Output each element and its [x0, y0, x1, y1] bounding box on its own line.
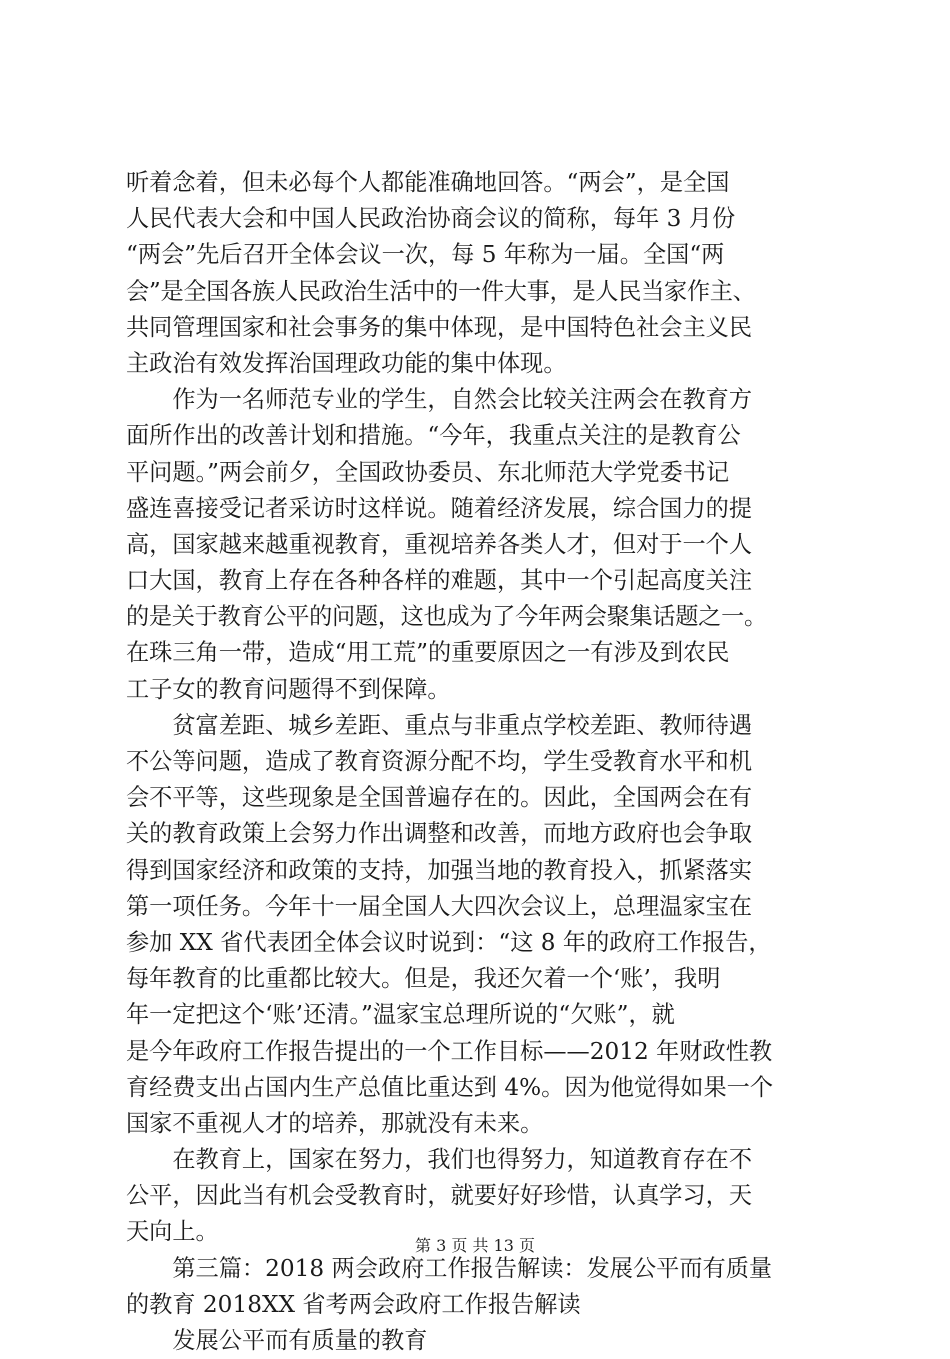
text-line: 作为一名师范专业的学生，自然会比较关注两会在教育方 [126, 386, 753, 414]
text-line: 共同管理国家和社会事务的集中体现，是中国特色社会主义民 [126, 313, 753, 341]
text-line: 参加 XX 省代表团全体会议时说到：“这 8 年的政府工作报告， [126, 928, 772, 956]
text-line: 面所作出的改善计划和措施。“今年，我重点关注的是教育公 [126, 422, 741, 450]
text-line: 平问题。”两会前夕，全国政协委员、东北师范大学党委书记 [126, 458, 730, 486]
text-line: 工子女的教育问题得不到保障。 [126, 675, 451, 703]
text-line: 会”是全国各族人民政治生活中的一件大事，是人民当家作主、 [126, 277, 756, 305]
text-line: 贫富差距、城乡差距、重点与非重点学校差距、教师待遇 [126, 711, 753, 739]
section-heading-line: 的教育 2018XX 省考两会政府工作报告解读 [126, 1290, 581, 1318]
text-line: 育经费支出占国内生产总值比重达到 4%。因为他觉得如果一个 [126, 1073, 774, 1101]
text-line: 不公等问题，造成了教育资源分配不均，学生受教育水平和机 [126, 748, 753, 775]
text-line: 会不平等，这些现象是全国普遍存在的。因此，全国两会在有 [126, 784, 753, 812]
subheading-line: 发展公平而有质量的教育 [126, 1327, 428, 1354]
text-line: 听着念着，但未必每个人都能准确地回答。“两会”，是全国 [126, 169, 730, 196]
text-line: 第一项任务。今年十一届全国人大四次会议上，总理温家宝在 [126, 892, 753, 920]
text-line: 在珠三角一带，造成“用工荒”的重要原因之一有涉及到农民 [126, 639, 730, 667]
page-number-footer: 第 3 页 共 13 页 [415, 1236, 535, 1255]
text-line: 高，国家越来越重视教育，重视培养各类人才，但对于一个人 [126, 530, 753, 558]
text-line: 主政治有效发挥治国理政功能的集中体现。 [126, 349, 567, 377]
text-line: 人民代表大会和中国人民政治协商会议的简称，每年 3 月份 [126, 205, 736, 233]
text-line: 在教育上，国家在努力，我们也得努力，知道教育存在不 [126, 1146, 753, 1174]
text-line: 关的教育政策上会努力作出调整和改善，而地方政府也会争取 [126, 820, 753, 848]
text-line: 天向上。 [126, 1218, 219, 1246]
text-line: 口大国，教育上存在各种各样的难题，其中一个引起高度关注 [126, 567, 753, 595]
text-line: 是今年政府工作报告提出的一个工作目标——2012 年财政性教 [126, 1037, 773, 1065]
body-text [126, 165, 831, 1359]
text-line: 年一定把这个‘账’还清。”温家宝总理所说的“欠账”，就 [126, 1001, 675, 1029]
text-line: 得到国家经济和政策的支持，加强当地的教育投入，抓紧落实 [126, 856, 753, 884]
text-line: 公平，因此当有机会受教育时，就要好好珍惜，认真学习，天 [126, 1182, 753, 1210]
section-heading-line: 第三篇：2018 两会政府工作报告解读：发展公平而有质量 [126, 1254, 773, 1282]
text-line: 盛连喜接受记者采访时这样说。随着经济发展，综合国力的提 [126, 494, 753, 522]
text-line: “两会”先后召开全体会议一次，每 5 年称为一届。全国“两 [126, 241, 725, 269]
text-line: 每年教育的比重都比较大。但是，我还欠着一个‘账’，我明 [126, 965, 721, 993]
text-line: 国家不重视人才的培养，那就没有未来。 [126, 1109, 544, 1137]
text-line: 的是关于教育公平的问题，这也成为了今年两会聚集话题之一。 [126, 603, 767, 631]
